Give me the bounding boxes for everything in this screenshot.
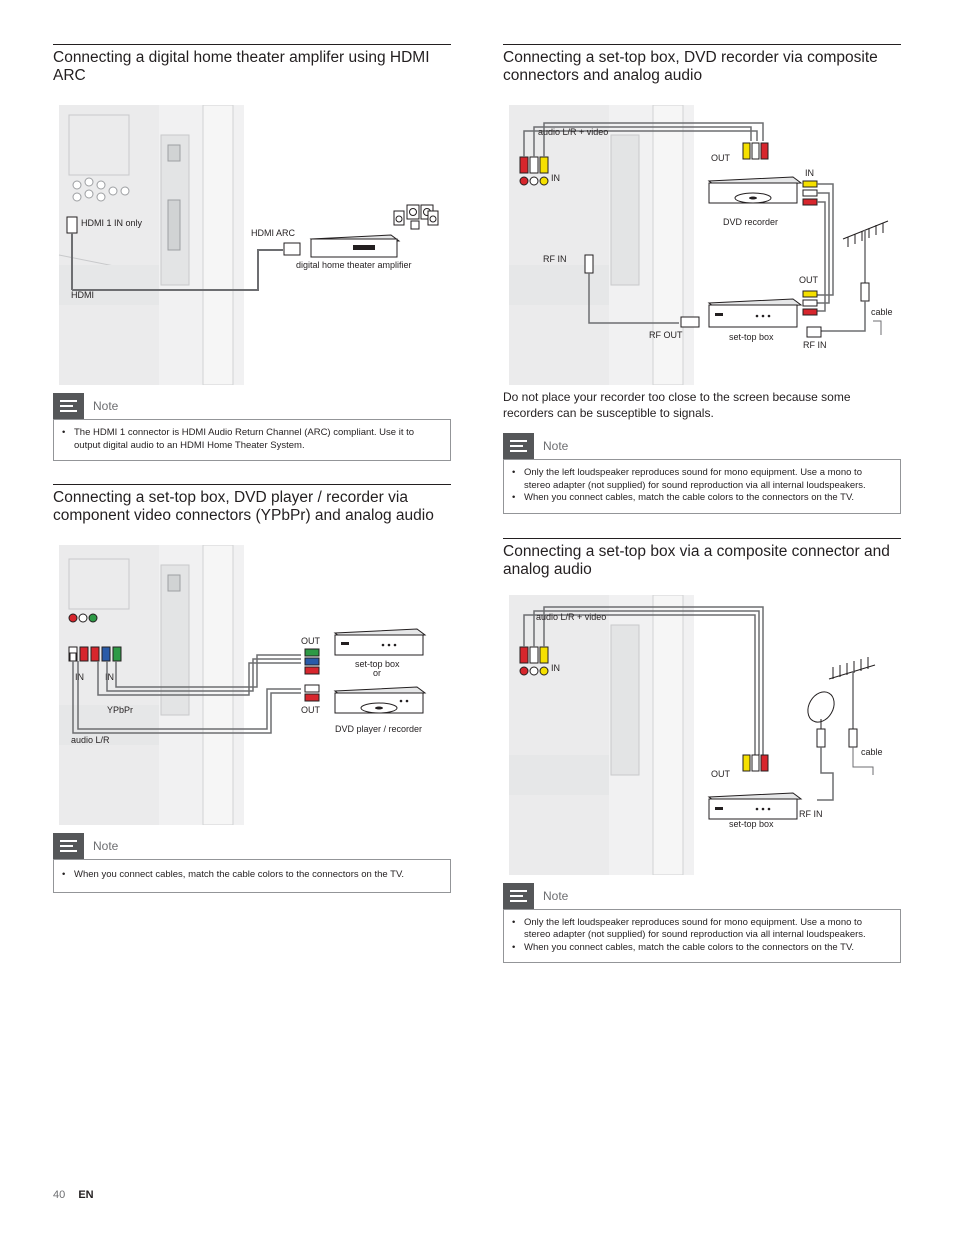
label-out-1: OUT — [711, 153, 730, 163]
note-composite-stb — [503, 883, 901, 964]
section-component — [53, 484, 451, 893]
label-rf-in: RF IN — [543, 254, 567, 264]
label-cable: cable — [871, 307, 893, 317]
note-box — [503, 459, 901, 514]
label-rf-in-2: RF IN — [803, 340, 827, 350]
label-hdmi: HDMI — [71, 290, 94, 300]
svg-text:DVD recorder — [723, 217, 778, 227]
section-title-composite-recorder: Connecting a set-top box, DVD recorder via composite connectors and analog audio — [503, 49, 878, 84]
label-rf-in: RF IN — [799, 808, 823, 819]
label-audio: audio L/R + video — [536, 611, 607, 622]
note-item: • When you connect cables, match the cable colors to the connectors on the TV. — [62, 869, 440, 882]
label-stb: set-top box — [729, 818, 774, 829]
svg-text:HDMI — [71, 290, 94, 300]
note-composite-recorder — [503, 433, 901, 514]
svg-text:set-top box — [729, 332, 774, 342]
svg-text:cable — [861, 747, 883, 757]
label-out-2: OUT — [799, 275, 818, 285]
note-icon — [53, 393, 84, 419]
svg-text:IN — [805, 168, 814, 178]
note-label: Note — [543, 888, 569, 903]
svg-text:HDMI ARC — [251, 228, 296, 238]
svg-text:or — [373, 668, 381, 678]
svg-text:OUT — [301, 705, 321, 715]
label-dvd: DVD player / recorder — [335, 724, 423, 734]
label-dvd-recorder: DVD recorder — [723, 217, 779, 227]
svg-text:OUT — [711, 153, 731, 163]
svg-text:digital home theater amplifier — [296, 260, 412, 270]
recorder-warning: Do not place your recorder too close to the screen because some recorders can be susceptible to signals. — [503, 390, 851, 420]
label-in-1: IN — [75, 672, 84, 682]
note-label: Note — [93, 399, 119, 413]
section-title-hdmi-arc: Connecting a digital home theater amplifer using HDMI ARC — [53, 49, 430, 84]
svg-text:IN — [551, 663, 560, 673]
right-column — [503, 44, 901, 963]
label-cable: cable — [861, 746, 883, 757]
note-item: • When you connect cables, match the cable colors to the connectors on the TV. — [512, 492, 890, 505]
label-hdmi1: HDMI 1 IN only — [81, 218, 143, 228]
svg-text:DVD player / recorder — [335, 724, 422, 734]
svg-text:OUT — [711, 769, 731, 779]
svg-text:HDMI 1 IN only — [81, 218, 143, 228]
label-rf-out: RF OUT — [649, 330, 683, 340]
label-audio: audio L/R + video — [538, 127, 609, 137]
svg-text:RF IN — [803, 340, 827, 350]
note-component — [53, 833, 451, 893]
svg-text:audio L/R + video — [538, 127, 608, 137]
note-box — [53, 419, 451, 461]
label-amp: digital home theater amplifier — [296, 260, 412, 270]
left-column — [53, 44, 451, 893]
label-in: IN — [551, 173, 560, 183]
svg-text:YPbPr — [107, 705, 133, 715]
note-icon — [503, 433, 534, 459]
label-out-2: OUT — [301, 705, 320, 715]
section-title-composite-stb: Connecting a set-top box via a composite connector and analog audio — [503, 542, 890, 578]
page-footer — [53, 1189, 94, 1201]
note-label: Note — [93, 839, 119, 853]
svg-text:cable — [871, 307, 893, 317]
note-label: Note — [543, 439, 569, 453]
svg-text:OUT — [301, 636, 321, 646]
note-icon — [503, 883, 534, 909]
note-item: • Only the left loudspeaker reproduces sound for mono equipment. Use a mono to stereo adapter (not supplied) for sound reproduction via all internal loudspeakers. — [512, 917, 890, 942]
svg-text:OUT — [799, 275, 819, 285]
section-composite-stb — [503, 538, 901, 964]
label-ypbpr: YPbPr — [107, 705, 134, 715]
svg-text:RF OUT — [649, 330, 683, 340]
note-item: • The HDMI 1 connector is HDMI Audio Return Channel (ARC) compliant. Use it to output digital audio to an HDMI Home Theater System. — [62, 427, 440, 452]
diagram-composite-recorder — [503, 105, 901, 385]
label-out-1: OUT — [301, 636, 320, 646]
label-or: or — [373, 668, 382, 678]
label-audio-lr: audio L/R — [71, 735, 110, 745]
note-item: • Only the left loudspeaker reproduces sound for mono equipment. Use a mono to stereo adapter (not supplied) for sound reproduction via all internal loudspeakers. — [512, 467, 890, 492]
diagram-hdmi-arc — [53, 105, 451, 385]
label-out: OUT — [711, 768, 730, 779]
label-hdmi-arc: HDMI ARC — [251, 228, 296, 238]
svg-text:IN — [551, 173, 560, 183]
section-composite-recorder — [503, 44, 901, 514]
note-item: • When you connect cables, match the cable colors to the connectors on the TV. — [512, 942, 890, 955]
note-box — [503, 909, 901, 964]
note-hdmi-arc — [53, 393, 451, 461]
svg-text:set-top box — [729, 819, 774, 829]
svg-text:RF IN — [799, 809, 823, 819]
section-hdmi-arc — [53, 44, 451, 461]
svg-text:IN — [75, 672, 84, 682]
label-stb: set-top box — [729, 332, 774, 342]
svg-text:audio L/R + video — [536, 612, 606, 622]
note-icon — [53, 833, 84, 859]
label-in-2: IN — [105, 672, 114, 682]
svg-text:RF IN — [543, 254, 567, 264]
language-code: EN — [78, 1189, 94, 1201]
label-in: IN — [551, 662, 560, 673]
diagram-component — [53, 545, 451, 825]
label-in-2: IN — [805, 168, 814, 178]
svg-text:audio L/R — [71, 735, 110, 745]
section-title-component: Connecting a set-top box, DVD player / recorder via component video connectors (YPbPr) and analog audio — [53, 489, 434, 524]
page-number: 40 — [53, 1189, 66, 1201]
note-box — [53, 859, 451, 893]
diagram-composite-stb — [503, 595, 901, 875]
label-stb: set-top box — [355, 659, 400, 669]
